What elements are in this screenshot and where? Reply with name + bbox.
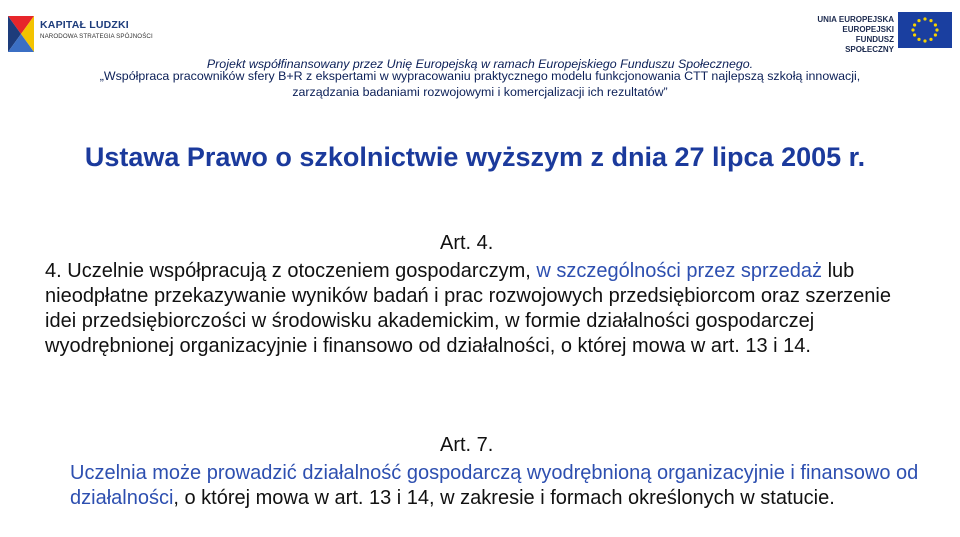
eu-logo-line-3: FUNDUSZ SPOŁECZNY [845,35,894,54]
article-4-text-highlight: w szczególności przez sprzedaż [536,260,823,282]
eu-flag-icon [898,12,952,48]
header-line-2: „Współpraca pracowników sfery B+R z ekspertami w wypracowaniu praktycznego modelu funkcjonowania CTT najlepszą szkołą innowacji, [99,69,861,83]
kapital-ludzki-mark-icon [6,14,36,54]
article-7-heading: Art. 7. [440,434,494,456]
article-4-text-a: Uczelnie współpracują z otoczeniem gospodarczym, [67,260,531,282]
eu-logo-text [812,15,894,55]
eu-logo-line-1: UNIA EUROPEJSKA [817,15,894,24]
kapital-ludzki-logo [6,14,156,58]
header-line-1: Projekt współfinansowany przez Unię Europejską w ramach Europejskiego Funduszu Społecznego. [206,57,754,71]
logo-left-subtitle: NARODOWA STRATEGIA SPÓJNOŚCI [40,33,153,40]
page-title: Ustawa Prawo o szkolnictwie wyższym z dnia 27 lipca 2005 r. [84,142,866,172]
article-7-text-rest: , o której mowa w art. 13 i 14, w zakresie i formach określonych w statucie. [173,487,835,509]
header-line-3: zarządzania badaniami rozwojowymi i komercjalizacji ich rezultatów” [292,85,668,99]
article-4-text [45,259,905,359]
eu-logo [812,12,952,54]
article-7-text [70,461,930,511]
eu-logo-line-2: EUROPEJSKI [842,25,894,34]
logo-left-name: KAPITAŁ LUDZKI [40,19,129,31]
article-4-text-c: lub nieodpłatne przekazywanie wyników badań i prac rozwojowych przedsiębiorcom oraz szerzenie idei przedsiębiorczości w środowisku akademickim, w formie działalności gospodarczej wyodrębnionej organizacyjnie i finansowo od działalności, o której mowa w art. 13 i 14. [45,260,891,357]
article-4-heading: Art. 4. [440,232,494,254]
article-7-text-highlight: Uczelnia może prowadzić działalność gospodarczą wyodrębnioną organizacyjnie i finansowo od działalności [70,462,919,509]
article-4-number: 4. [45,260,62,282]
